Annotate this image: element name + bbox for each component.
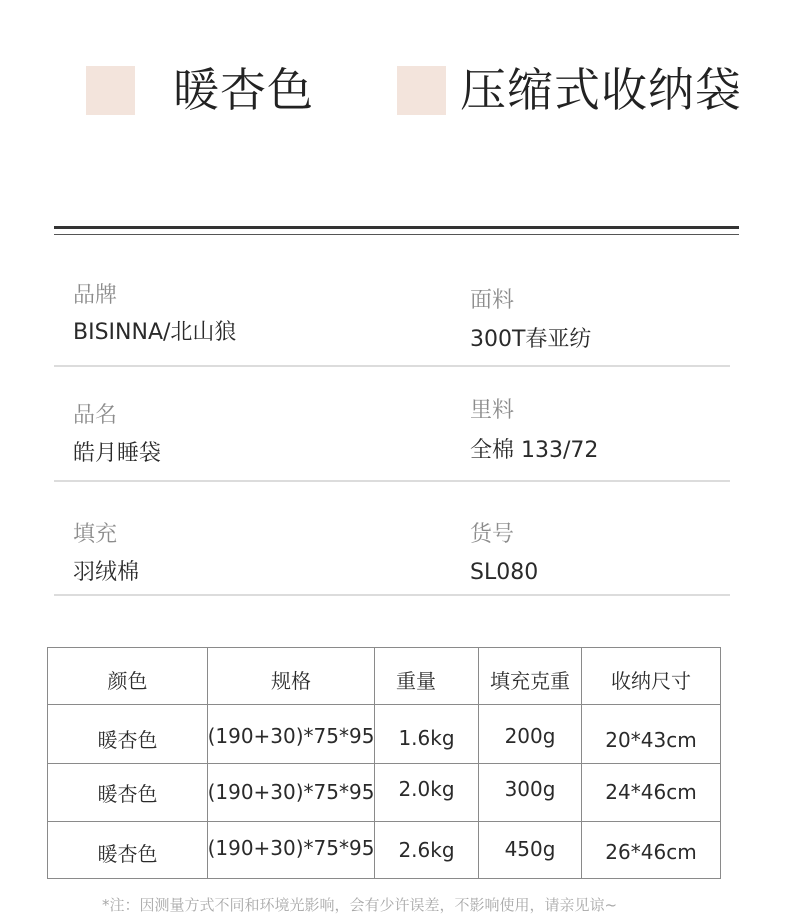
spec-row-divider [54,480,730,482]
table-header-pack-size: 收纳尺寸 [611,668,691,693]
spec-label-filling: 填充 [73,522,118,547]
table-cell-weight: 1.6kg [398,726,455,750]
spec-label-fabric: 面料 [470,288,515,313]
table-cell-weight: 2.6kg [398,838,455,862]
table-cell-color: 暖杏色 [97,841,158,866]
table-cell-color: 暖杏色 [97,727,158,752]
table-cell-fill-weight: 200g [504,724,556,748]
color-swatch-warm-apricot [86,66,135,115]
table-cell-fill-weight: 300g [504,777,556,801]
table-cell-color: 暖杏色 [97,781,158,806]
spec-label-brand: 品牌 [73,283,118,308]
spec-row-divider [54,594,730,596]
spec-row-divider [54,365,730,367]
table-cell-pack-size: 20*43cm [605,728,697,752]
table-header-size: 规格 [271,668,311,693]
table-cell-size: (190+30)*75*95 [207,836,375,860]
table-header-color: 颜色 [107,668,148,693]
table-cell-size: (190+30)*75*95 [207,780,375,804]
spec-value-product-name: 皓月睡袋 [73,441,162,466]
measurement-note: *注：因测量方式不同和环境光影响，会有少许误差，不影响使用，请亲见谅~ [102,896,618,914]
spec-value-filling: 羽绒棉 [73,560,140,585]
size-spec-table [47,647,721,879]
spec-label-lining: 里料 [470,398,515,423]
table-cell-weight: 2.0kg [398,777,455,801]
table-header-fill-weight: 填充克重 [490,668,570,693]
spec-value-brand: BISINNA/北山狼 [73,320,237,345]
table-cell-fill-weight: 450g [504,837,556,861]
section-divider-thin [54,234,739,235]
spec-label-item-number: 货号 [470,522,515,547]
section-divider-thick [54,226,739,229]
color-swatch-storage-bag [397,66,446,115]
table-cell-pack-size: 24*46cm [605,780,697,804]
storage-bag-label: 压缩式收纳袋 [460,63,742,117]
table-header-weight: 重量 [396,668,436,693]
spec-value-fabric: 300T春亚纺 [470,327,592,352]
spec-value-lining: 全棉 133/72 [470,438,599,463]
table-cell-size: (190+30)*75*95 [207,724,375,748]
table-cell-pack-size: 26*46cm [605,840,697,864]
color-name-label: 暖杏色 [173,63,314,117]
spec-label-product-name: 品名 [73,403,118,428]
spec-value-item-number: SL080 [470,560,539,585]
